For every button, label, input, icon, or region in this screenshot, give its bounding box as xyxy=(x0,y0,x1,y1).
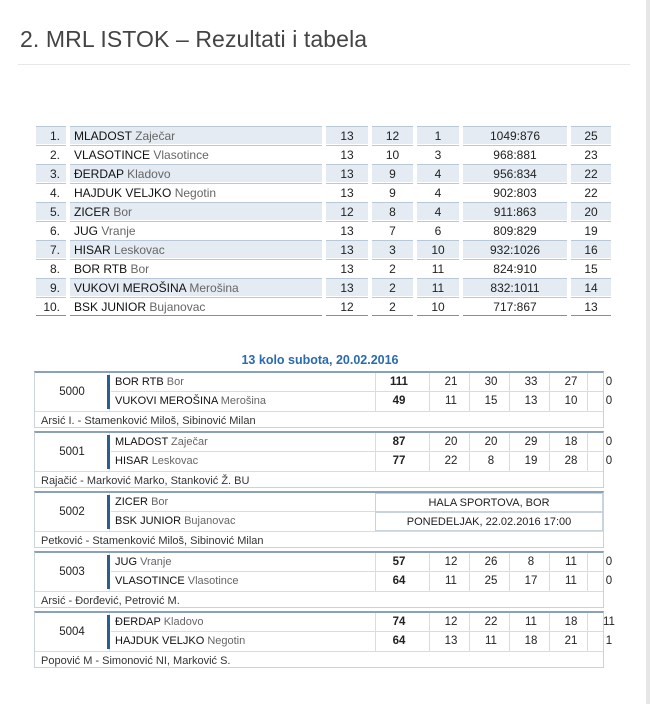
column-divider xyxy=(429,613,430,651)
away-quarter-score: 11 xyxy=(565,575,577,587)
column-divider xyxy=(549,613,550,651)
column-divider xyxy=(549,553,550,591)
away-quarter-score: 10 xyxy=(564,395,578,407)
away-quarter-score: 0 xyxy=(605,395,613,407)
standings-played: 13 xyxy=(326,221,368,240)
standings-team[interactable] xyxy=(70,278,322,297)
home-total-score: 74 xyxy=(392,616,406,628)
home-quarter-score: 8 xyxy=(527,556,535,568)
team-name: JUG xyxy=(115,556,137,568)
away-quarter-score: 19 xyxy=(524,455,538,467)
standings-team[interactable] xyxy=(70,297,322,316)
game-datetime: PONEDELJAK, 22.02.2016 17:00 xyxy=(375,512,603,531)
team-city: Vranje xyxy=(101,223,136,238)
home-quarter-score: 12 xyxy=(444,556,458,568)
home-quarter-score: 20 xyxy=(484,436,498,448)
standings-won: 12 xyxy=(372,126,413,145)
standings-score: 832:1011 xyxy=(463,278,567,297)
standings-position: 2. xyxy=(36,145,66,164)
away-quarter-score: 13 xyxy=(524,395,538,407)
standings-score: 717:867 xyxy=(463,297,567,316)
team-city: Merošina xyxy=(189,280,239,295)
away-team[interactable] xyxy=(115,572,239,591)
standings-row xyxy=(36,164,611,183)
column-divider xyxy=(469,613,470,651)
standings-team[interactable] xyxy=(70,202,322,221)
team-name: MLADOST xyxy=(74,128,132,143)
game-id: 5002 xyxy=(35,493,110,531)
standings-score: 932:1026 xyxy=(463,240,567,259)
home-quarter-score: 21 xyxy=(444,376,458,388)
away-quarter-score: 18 xyxy=(524,635,538,647)
team-city: Merošina xyxy=(220,395,267,407)
away-quarter-score: 22 xyxy=(444,455,458,467)
home-total-score: 87 xyxy=(392,436,406,448)
team-city: Leskovac xyxy=(114,242,165,257)
standings-team[interactable] xyxy=(70,240,322,259)
standings-points: 15 xyxy=(571,259,611,278)
standings-played: 13 xyxy=(326,145,368,164)
team-name: ĐERDAP xyxy=(74,166,124,181)
home-quarter-score: 18 xyxy=(564,616,578,628)
standings-score: 956:834 xyxy=(463,164,567,183)
home-team[interactable] xyxy=(115,373,184,392)
standings-position: 8. xyxy=(36,259,66,278)
standings-won: 2 xyxy=(372,297,413,316)
team-city: Bujanovac xyxy=(149,299,206,314)
away-quarter-score: 8 xyxy=(487,455,495,467)
standings-position: 6. xyxy=(36,221,66,240)
away-total-score: 64 xyxy=(392,635,406,647)
home-quarter-score: 20 xyxy=(444,436,458,448)
team-city: Bor xyxy=(130,261,150,276)
standings-score: 968:881 xyxy=(463,145,567,164)
away-quarter-score: 1 xyxy=(605,635,613,647)
away-total-score: 77 xyxy=(392,455,406,467)
standings-score: 911:863 xyxy=(463,202,567,221)
standings-row xyxy=(36,259,611,278)
game-card[interactable] xyxy=(34,491,604,548)
home-team[interactable] xyxy=(115,433,208,452)
column-divider xyxy=(429,433,430,471)
game-card[interactable] xyxy=(34,371,613,428)
away-total-score: 64 xyxy=(392,575,406,587)
standings-points: 19 xyxy=(571,221,611,240)
standings-team[interactable] xyxy=(70,259,322,278)
standings-points: 14 xyxy=(571,278,611,297)
home-team[interactable] xyxy=(115,493,168,512)
column-divider xyxy=(549,433,550,471)
away-quarter-score: 15 xyxy=(484,395,498,407)
game-accent-bar xyxy=(107,615,110,649)
team-city: Leskovac xyxy=(151,455,199,467)
standings-lost: 6 xyxy=(417,221,459,240)
standings-position: 7. xyxy=(36,240,66,259)
standings-score: 902:803 xyxy=(463,183,567,202)
away-quarter-score: 0 xyxy=(605,455,613,467)
standings-lost: 1 xyxy=(417,126,459,145)
home-quarter-score: 0 xyxy=(605,556,613,568)
standings-lost: 4 xyxy=(417,183,459,202)
standings-lost: 10 xyxy=(417,297,459,316)
standings-position: 5. xyxy=(36,202,66,221)
away-team[interactable] xyxy=(115,632,245,651)
game-referees: Arsić - Đorđević, Petrović M. xyxy=(35,591,603,610)
team-city: Bor xyxy=(151,496,169,508)
column-divider xyxy=(469,433,470,471)
team-city: Zaječar xyxy=(135,128,176,143)
standings-points: 13 xyxy=(571,297,611,316)
standings-won: 2 xyxy=(372,278,413,297)
standings-team[interactable] xyxy=(70,145,322,164)
away-team[interactable] xyxy=(115,392,266,411)
team-name: JUG xyxy=(74,223,98,238)
game-referees: Rajačić - Marković Marko, Stanković Ž. BU xyxy=(35,471,603,490)
team-name: BSK JUNIOR xyxy=(74,299,147,314)
team-name: BSK JUNIOR xyxy=(115,515,182,527)
standings-won: 7 xyxy=(372,221,413,240)
standings-row xyxy=(36,297,611,316)
team-name: ZICER xyxy=(115,496,148,508)
column-divider xyxy=(509,553,510,591)
standings-won: 3 xyxy=(372,240,413,259)
standings-lost: 11 xyxy=(417,259,459,278)
standings-points: 25 xyxy=(571,126,611,145)
standings-team[interactable] xyxy=(70,221,322,240)
game-accent-bar xyxy=(107,495,110,529)
standings-lost: 11 xyxy=(417,278,459,297)
standings-played: 13 xyxy=(326,126,368,145)
standings-won: 8 xyxy=(372,202,413,221)
home-quarter-score: 22 xyxy=(484,616,498,628)
away-quarter-score: 28 xyxy=(564,455,578,467)
standings-lost: 3 xyxy=(417,145,459,164)
team-city: Kladovo xyxy=(127,166,171,181)
away-quarter-score: 11 xyxy=(445,575,457,587)
home-quarter-score: 0 xyxy=(605,436,613,448)
game-venue: HALA SPORTOVA, BOR xyxy=(375,493,603,512)
standings-team[interactable] xyxy=(70,183,322,202)
standings-score: 1049:876 xyxy=(463,126,567,145)
standings-played: 13 xyxy=(326,164,368,183)
standings-row xyxy=(36,240,611,259)
column-divider xyxy=(509,373,510,411)
standings-score: 809:829 xyxy=(463,221,567,240)
team-name: HAJDUK VELJKO xyxy=(115,635,205,647)
column-divider xyxy=(469,373,470,411)
home-quarter-score: 18 xyxy=(564,436,578,448)
team-name: MLADOST xyxy=(115,436,168,448)
home-quarter-score: 33 xyxy=(524,376,538,388)
team-name: VLASOTINCE xyxy=(74,147,151,162)
standings-team[interactable] xyxy=(70,164,322,183)
game-accent-bar xyxy=(107,435,110,469)
standings-row xyxy=(36,221,611,240)
standings-played: 12 xyxy=(326,202,368,221)
game-card[interactable] xyxy=(34,431,613,488)
team-name: VLASOTINCE xyxy=(115,575,185,587)
away-quarter-score: 0 xyxy=(605,575,613,587)
home-total-score: 57 xyxy=(392,556,406,568)
standings-won: 10 xyxy=(372,145,413,164)
column-divider xyxy=(509,433,510,471)
away-quarter-score: 25 xyxy=(484,575,498,587)
standings-played: 13 xyxy=(326,278,368,297)
standings-played: 12 xyxy=(326,297,368,316)
team-name: ZICER xyxy=(74,204,110,219)
standings-row xyxy=(36,145,611,164)
column-divider xyxy=(587,613,588,651)
team-city: Negotin xyxy=(207,635,246,647)
standings-row xyxy=(36,202,611,221)
team-city: Vlasotince xyxy=(187,575,239,587)
game-id: 5000 xyxy=(35,373,110,411)
standings-lost: 4 xyxy=(417,202,459,221)
page-edge xyxy=(646,0,650,704)
game-referees: Petković - Stamenković Miloš, Sibinović Milan xyxy=(35,531,603,550)
standings-position: 9. xyxy=(36,278,66,297)
standings-played: 13 xyxy=(326,259,368,278)
standings-points: 20 xyxy=(571,202,611,221)
standings-lost: 10 xyxy=(417,240,459,259)
home-quarter-score: 29 xyxy=(524,436,538,448)
standings-points: 22 xyxy=(571,183,611,202)
away-team[interactable] xyxy=(115,512,235,531)
game-id: 5003 xyxy=(35,553,110,591)
team-city: Zaječar xyxy=(171,436,208,448)
standings-won: 2 xyxy=(372,259,413,278)
standings-score: 824:910 xyxy=(463,259,567,278)
away-team[interactable] xyxy=(115,452,198,471)
standings-position: 3. xyxy=(36,164,66,183)
column-divider xyxy=(509,613,510,651)
page-title: 2. MRL ISTOK – Rezultati i tabela xyxy=(20,26,368,52)
game-referees: Popović M - Simonović NI, Marković S. xyxy=(35,651,603,670)
home-total-score: 111 xyxy=(390,376,408,388)
home-quarter-score: 12 xyxy=(444,616,458,628)
column-divider xyxy=(587,373,588,411)
team-city: Bor xyxy=(166,376,184,388)
standings-played: 13 xyxy=(326,183,368,202)
game-card[interactable] xyxy=(34,611,615,668)
title-divider xyxy=(18,64,630,65)
team-name: HISAR xyxy=(74,242,111,257)
team-city: Bujanovac xyxy=(184,515,236,527)
away-quarter-score: 11 xyxy=(485,635,497,647)
team-city: Vlasotince xyxy=(153,147,209,162)
home-team[interactable] xyxy=(115,553,171,572)
away-quarter-score: 21 xyxy=(564,635,578,647)
column-divider xyxy=(429,553,430,591)
team-city: Bor xyxy=(113,204,133,219)
standings-won: 9 xyxy=(372,164,413,183)
away-quarter-score: 17 xyxy=(524,575,538,587)
column-divider xyxy=(587,433,588,471)
team-name: BOR RTB xyxy=(74,261,128,276)
team-city: Kladovo xyxy=(163,616,204,628)
game-accent-bar xyxy=(107,555,110,589)
standings-played: 13 xyxy=(326,240,368,259)
home-quarter-score: 26 xyxy=(484,556,498,568)
home-quarter-score: 11 xyxy=(603,616,615,628)
team-city: Vranje xyxy=(140,556,172,568)
home-quarter-score: 11 xyxy=(565,556,577,568)
home-quarter-score: 0 xyxy=(605,376,613,388)
standings-row xyxy=(36,126,611,145)
standings-lost: 4 xyxy=(417,164,459,183)
team-name: VUKOVI MEROŠINA xyxy=(115,395,218,407)
standings-row xyxy=(36,278,611,297)
standings-position: 1. xyxy=(36,126,66,145)
standings-points: 16 xyxy=(571,240,611,259)
away-quarter-score: 13 xyxy=(444,635,458,647)
away-total-score: 49 xyxy=(392,395,406,407)
column-divider xyxy=(549,373,550,411)
round-heading: 13 kolo subota, 20.02.2016 xyxy=(241,353,399,367)
team-name: VUKOVI MEROŠINA xyxy=(74,280,187,295)
home-quarter-score: 30 xyxy=(484,376,498,388)
standings-team[interactable] xyxy=(70,126,322,145)
team-city: Negotin xyxy=(174,185,217,200)
standings-position: 4. xyxy=(36,183,66,202)
game-card[interactable] xyxy=(34,551,613,608)
standings-won: 9 xyxy=(372,183,413,202)
standings-position: 10. xyxy=(36,297,66,316)
game-id: 5001 xyxy=(35,433,110,471)
team-name: HAJDUK VELJKO xyxy=(74,185,172,200)
home-team[interactable] xyxy=(115,613,203,632)
standings-points: 22 xyxy=(571,164,611,183)
standings-row xyxy=(36,183,611,202)
column-divider xyxy=(429,373,430,411)
team-name: ĐERDAP xyxy=(115,616,161,628)
game-referees: Arsić I. - Stamenković Miloš, Sibinović Milan xyxy=(35,411,603,430)
standings-table xyxy=(32,126,615,316)
home-quarter-score: 27 xyxy=(564,376,578,388)
column-divider xyxy=(469,553,470,591)
game-id: 5004 xyxy=(35,613,110,651)
home-quarter-score: 11 xyxy=(525,616,537,628)
team-name: BOR RTB xyxy=(115,376,164,388)
standings-points: 23 xyxy=(571,145,611,164)
away-quarter-score: 11 xyxy=(445,395,457,407)
game-accent-bar xyxy=(107,375,110,409)
team-name: HISAR xyxy=(115,455,149,467)
column-divider xyxy=(587,553,588,591)
